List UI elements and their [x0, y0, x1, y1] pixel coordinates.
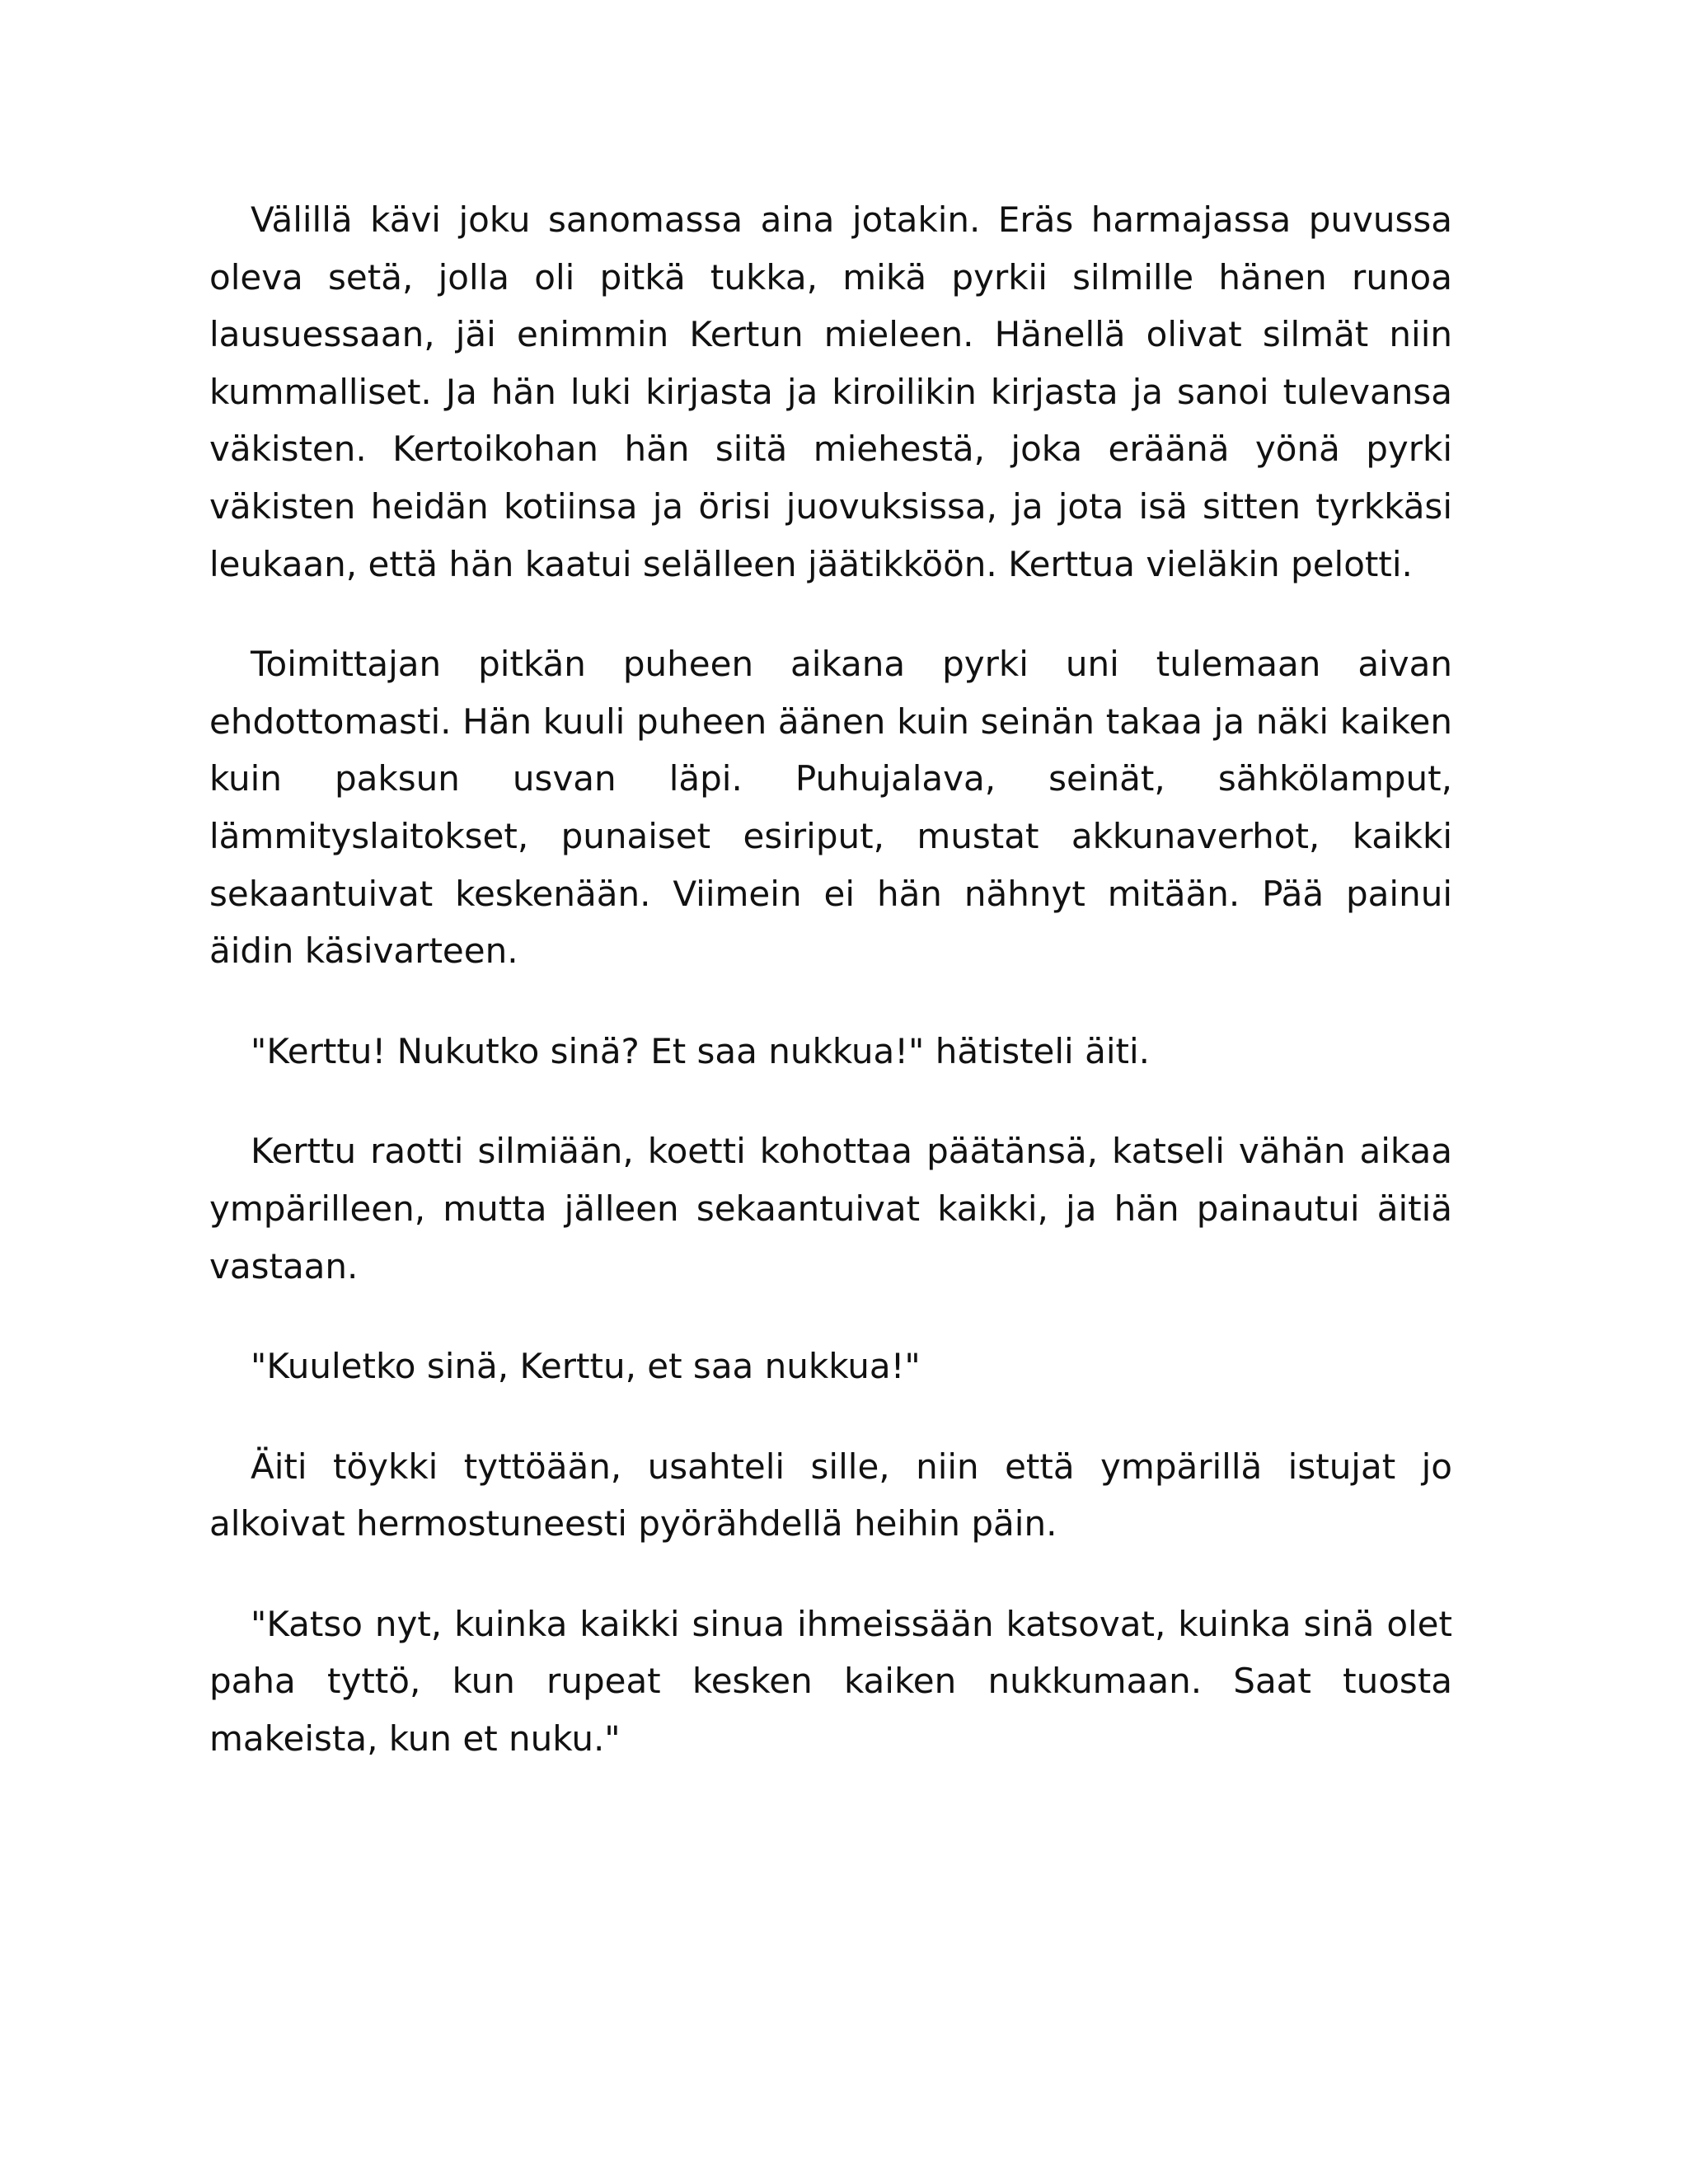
paragraph-4: Kerttu raotti silmiään, koetti kohottaa päätänsä, katseli vähän aikaa ympärilleen, mutta jälleen sekaantuivat kaikki, ja hän painautui äitiä vastaan.	[209, 1131, 1452, 1286]
paragraph-1: Välillä kävi joku sanomassa aina jotakin. Eräs harmajassa puvussa oleva setä, jolla oli pitkä tukka, mikä pyrkii silmille hänen runoa lausuessaan, jäi enimmin Kertun mieleen. Hänellä olivat silmät niin kummalliset. Ja hän luki kirjasta ja kiroilikin kirjasta ja sanoi tulevansa väkisten. Kertoikohan hän siitä miehestä, joka eräänä yönä pyrki väkisten heidän kotiinsa ja örisi juovuksissa, ja jota isä sitten tyrkkäsi leukaan, että hän kaatui selälleen jäätikköön. Kerttua vieläkin pelotti.	[209, 199, 1452, 584]
paragraph-3: "Kerttu! Nukutko sinä? Et saa nukkua!" hätisteli äiti.	[251, 1030, 1150, 1071]
paragraph-2: Toimittajan pitkän puheen aikana pyrki uni tulemaan aivan ehdottomasti. Hän kuuli puheen äänen kuin seinän takaa ja näki kaiken kuin paksun usvan läpi. Puhujalava, seinät, sähkölamput, lämmityslaitokset, punaiset esiriput, mustat akkunaverhot, kaikki sekaantuivat keskenään. Viimein ei hän nähnyt mitään. Pää painui äidin käsivarteen.	[209, 644, 1452, 972]
body-text	[209, 191, 1452, 1811]
paragraph-7: "Katso nyt, kuinka kaikki sinua ihmeissään katsovat, kuinka sinä olet paha tyttö, kun rupeat kesken kaiken nukkumaan. Saat tuosta makeista, kun et nuku."	[209, 1603, 1452, 1760]
paragraph-6: Äiti töykki tyttöään, usahteli sille, niin että ympärillä istujat jo alkoivat hermostuneesti pyörähdellä heihin päin.	[209, 1446, 1452, 1544]
paragraph-5: "Kuuletko sinä, Kerttu, et saa nukkua!"	[251, 1346, 921, 1387]
